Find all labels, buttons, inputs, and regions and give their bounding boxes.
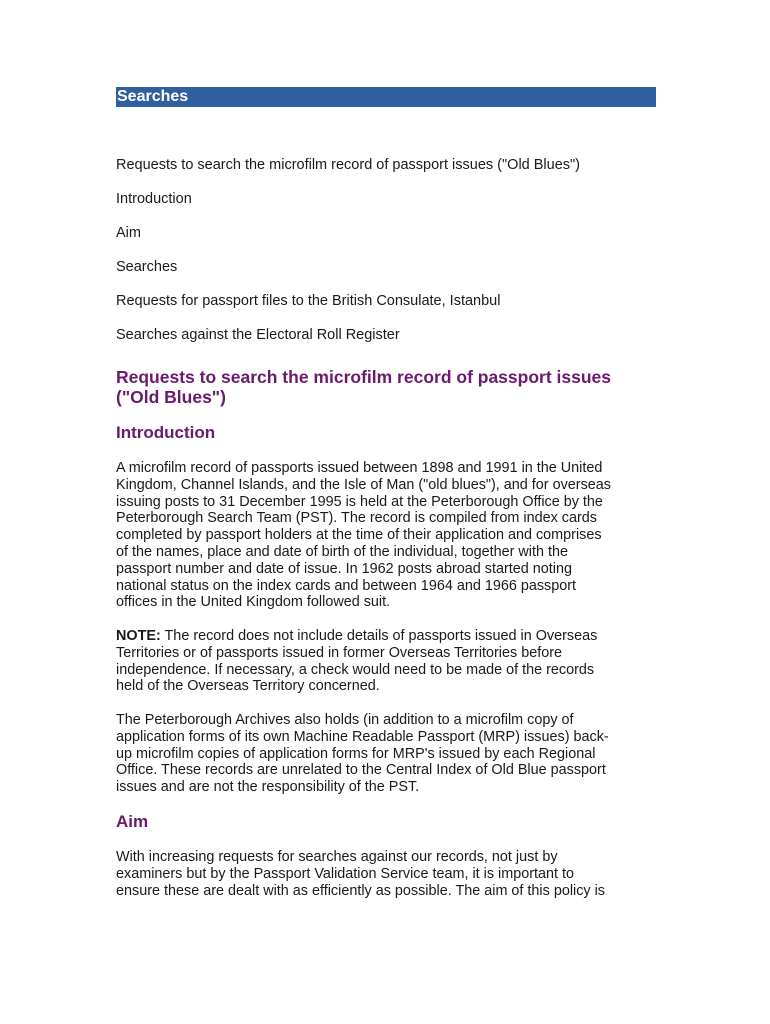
searches-banner: Searches	[116, 87, 656, 107]
introduction-heading: Introduction	[116, 423, 216, 442]
introduction-paragraph: A microfilm record of passports issued between 1898 and 1991 in the United Kingdom, Channel Islands, and the Isle of Man ("old blues"), and for overseas issuing posts to 31 December 1995 is held at the Peterborough Office by the Peterborough Search Team (PST). The record is compiled from index cards completed by passport holders at the time of their application and comprises of the names, place and date of birth of the individual, together with the passport number and date of issue. In 1962 posts abroad started noting national status on the index cards and between 1964 and 1966 passport offices in the United Kingdom followed suit.	[116, 460, 611, 611]
note-paragraph: NOTE: The record does not include details of passports issued in Overseas Territories or of passports issued in former Overseas Territories before independence. If necessary, a check would need to be made of the records held of the Overseas Territory concerned.	[116, 627, 598, 695]
toc-item-introduction[interactable]: Introduction	[116, 191, 192, 207]
archives-paragraph: The Peterborough Archives also holds (in addition to a microfilm copy of application forms of its own Machine Readable Passport (MRP) issues) back- up microfilm copies of application forms for MRP's issued by each Regional Office. These records are unrelated to the Central Index of Old Blue passport issues and are not the responsibility of the PST.	[116, 711, 609, 796]
toc-item-electoral-roll[interactable]: Searches against the Electoral Roll Register	[116, 327, 400, 343]
table-of-contents	[116, 157, 656, 344]
section-title	[116, 367, 656, 407]
section-title-line2: ("Old Blues")	[116, 387, 226, 407]
toc-item-istanbul[interactable]: Requests for passport files to the British Consulate, Istanbul	[116, 293, 501, 309]
toc-item-old-blues[interactable]: Requests to search the microfilm record of passport issues ("Old Blues")	[116, 157, 580, 173]
toc-item-aim[interactable]: Aim	[116, 225, 141, 241]
note-label: NOTE:	[116, 627, 161, 644]
toc-item-searches[interactable]: Searches	[116, 259, 178, 275]
document-page	[116, 87, 656, 899]
aim-paragraph: With increasing requests for searches against our records, not just by examiners but by the Passport Validation Service team, it is important to ensure these are dealt with as efficiently as possible. The aim of this policy is	[116, 848, 606, 899]
aim-heading: Aim	[116, 811, 149, 831]
section-title-line1: Requests to search the microfilm record of passport issues	[116, 367, 612, 387]
